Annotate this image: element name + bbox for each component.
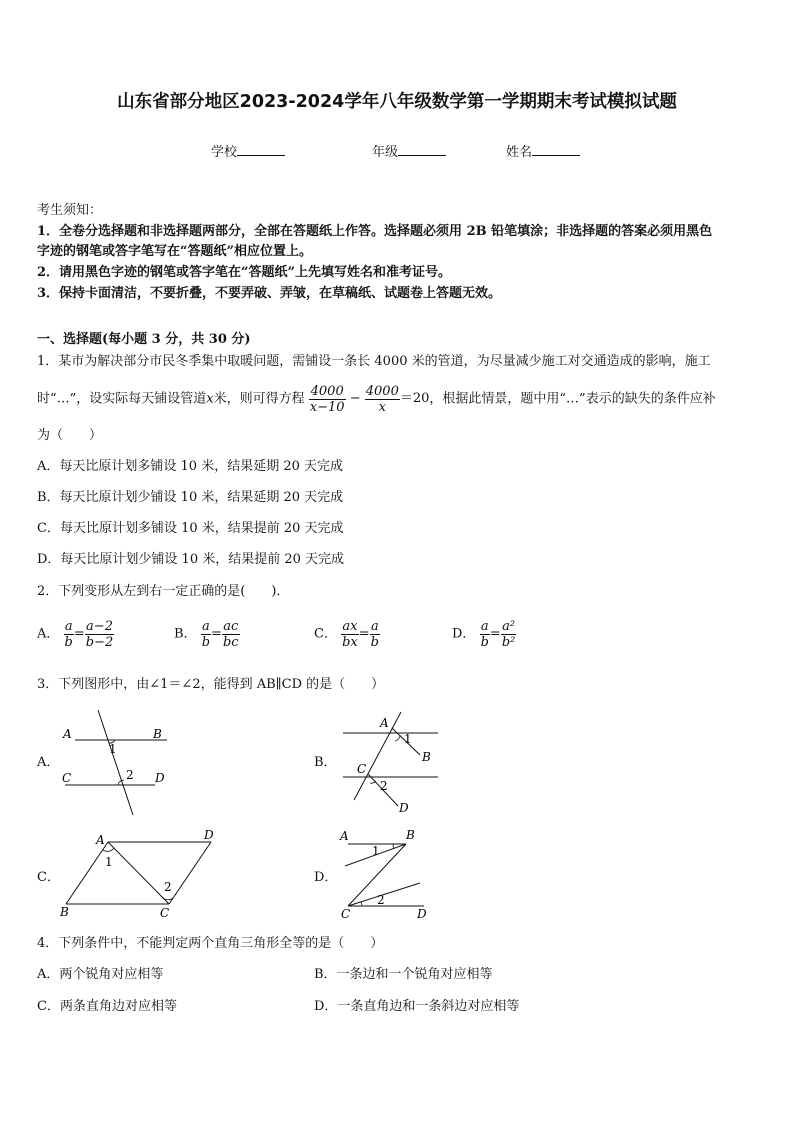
grade-field[interactable] — [372, 141, 446, 160]
equals-sign: = — [211, 626, 222, 642]
q2-d-left — [480, 619, 490, 650]
point-label: D — [155, 771, 165, 785]
frac-den: b — [64, 635, 73, 650]
angle-label: 2 — [380, 779, 388, 793]
angle-label: 1 — [404, 732, 412, 746]
angle-arc — [103, 848, 114, 851]
q2-option-b[interactable] — [174, 619, 240, 650]
frac-den: bc — [222, 635, 239, 650]
q2-a-left — [64, 619, 74, 650]
frac-den: b — [370, 635, 379, 650]
school-label: 学校 — [211, 145, 238, 160]
q2-c-left — [341, 619, 359, 650]
name-label: 姓名 — [506, 145, 533, 160]
equals-sign: = — [489, 626, 501, 642]
q4-option-a[interactable]: A．两个锐角对应相等 — [37, 967, 164, 982]
angle-label: 1 — [105, 855, 113, 869]
q1-text-b: 米，则可得方程 — [213, 391, 305, 407]
grade-blank[interactable] — [398, 143, 446, 156]
point-label: A — [380, 716, 389, 730]
frac-num: ax — [342, 619, 358, 634]
q3-a-label[interactable]: A． — [37, 755, 60, 770]
frac-num: a² — [502, 619, 516, 634]
notice-line-1b: 字迹的钢笔或答字笔写在“答题纸”相应位置上。 — [37, 244, 312, 259]
q1-frac1-den: x−10 — [309, 399, 345, 415]
q2-a-label: A． — [37, 626, 60, 642]
q2-d-label: D． — [452, 626, 476, 642]
angle-label: 2 — [126, 768, 134, 782]
notice-heading: 考生须知： — [37, 203, 103, 218]
q2-stem: 2．下列变形从左到右一定正确的是( )． — [37, 584, 290, 599]
q1-equals: ＝20 — [399, 391, 430, 406]
point-label: B — [153, 727, 162, 741]
point-label: D — [417, 907, 427, 921]
q1-fraction-2 — [365, 384, 400, 415]
q3-b-label[interactable]: B． — [314, 755, 337, 770]
q1-line-2 — [37, 380, 716, 419]
school-field[interactable] — [211, 141, 285, 160]
equals-sign: = — [73, 626, 85, 642]
transversal-line — [354, 712, 401, 800]
frac-num: a — [201, 619, 210, 634]
q4-option-d[interactable]: D．一条直角边和一条斜边对应相等 — [314, 999, 520, 1014]
q1-option-d[interactable]: D．每天比原计划少铺设 10 米，结果提前 20 天完成 — [37, 552, 345, 567]
q1-frac2-num: 4000 — [365, 383, 399, 399]
equals-sign: = — [358, 626, 370, 642]
q1-frac1-num: 4000 — [310, 383, 344, 399]
angle-arc — [361, 902, 362, 906]
grade-label: 年级 — [372, 145, 399, 160]
notice-line-2: 2．请用黑色字迹的钢笔或答字笔在“答题纸”上先填写姓名和准考证号。 — [37, 265, 452, 280]
point-label: C — [160, 906, 170, 920]
frac-den: b — [480, 635, 489, 650]
angle-label: 1 — [109, 742, 117, 756]
q3-c-label[interactable]: C． — [37, 870, 60, 885]
q1-var-x: x — [206, 391, 214, 407]
q4-option-c[interactable]: C．两条直角边对应相等 — [37, 999, 177, 1014]
point-label: D — [399, 801, 409, 815]
transversal-line — [98, 710, 133, 815]
diagonal-ac — [108, 842, 169, 904]
q3-figure-b — [338, 710, 442, 818]
frac-num: a — [480, 619, 489, 634]
q3-figure-a — [55, 705, 175, 817]
q4-option-b[interactable]: B．一条边和一个锐角对应相等 — [314, 967, 493, 982]
q2-d-right — [501, 619, 517, 650]
frac-num: a−2 — [86, 619, 113, 634]
q1-minus: − — [349, 391, 361, 406]
point-label: C — [357, 762, 367, 776]
q1-frac2-den: x — [378, 399, 386, 415]
frac-den: b−2 — [85, 635, 114, 650]
point-label: B — [422, 750, 431, 764]
q3-d-label[interactable]: D． — [314, 870, 338, 885]
point-label: A — [96, 833, 105, 847]
side-ab — [66, 842, 108, 904]
section-heading: 一、选择题(每小题 3 分，共 30 分) — [37, 332, 251, 347]
angle-label: 2 — [377, 893, 385, 907]
point-label: A — [340, 829, 349, 843]
q2-option-d[interactable] — [452, 619, 516, 650]
q2-c-right — [370, 619, 380, 650]
notice-line-3: 3．保持卡面清洁，不要折叠，不要弄破、弄皱，在草稿纸、试题卷上答题无效。 — [37, 286, 502, 301]
frac-den: bx — [342, 635, 358, 650]
q1-option-b[interactable]: B．每天比原计划少铺设 10 米，结果延期 20 天完成 — [37, 490, 344, 505]
notice-line-1: 1．全卷分选择题和非选择题两部分，全部在答题纸上作答。选择题必须用 2B 铅笔填涂；非选择题的答案必须用黑色 — [37, 224, 713, 239]
frac-num: a — [64, 619, 73, 634]
frac-num: a — [370, 619, 379, 634]
angle-label: 2 — [164, 880, 172, 894]
q1-fraction-1 — [309, 384, 346, 415]
q1-text-a: 时“…”，设实际每天铺设管道 — [37, 391, 207, 407]
angle-arc — [395, 735, 400, 741]
q2-b-right — [222, 619, 240, 650]
q1-option-c[interactable]: C．每天比原计划多铺设 10 米，结果提前 20 天完成 — [37, 521, 344, 536]
q2-b-label: B． — [174, 626, 197, 642]
frac-den: b² — [501, 635, 516, 650]
q2-option-a[interactable] — [37, 619, 114, 650]
point-label: A — [63, 727, 72, 741]
q2-a-right — [85, 619, 115, 650]
angle-label: 1 — [372, 844, 380, 858]
q2-c-label: C． — [314, 626, 337, 642]
q1-text-c: ，根据此情景，题中用“…”表示的缺失的条件应补 — [429, 391, 716, 407]
angle-arc — [162, 897, 173, 900]
frac-num: ac — [223, 619, 239, 634]
q3-figure-c — [58, 828, 220, 920]
school-blank[interactable] — [237, 143, 285, 156]
name-blank[interactable] — [532, 143, 580, 156]
name-field[interactable] — [506, 141, 580, 160]
point-label: B — [406, 828, 415, 842]
point-label: B — [60, 905, 69, 919]
point-label: D — [204, 828, 214, 842]
frac-den: b — [201, 635, 211, 650]
q3-figure-d — [338, 826, 438, 922]
page-title: 山东省部分地区2023-2024学年八年级数学第一学期期末考试模拟试题 — [117, 92, 677, 112]
point-label: C — [62, 771, 72, 785]
q1-option-a[interactable]: A．每天比原计划多铺设 10 米，结果延期 20 天完成 — [37, 459, 344, 474]
q3-stem: 3．下列图形中，由∠1＝∠2，能得到 AB∥CD 的是（ ） — [37, 677, 385, 692]
point-label: C — [341, 907, 351, 921]
q1-line-1: 1．某市为解决部分市民冬季集中取暖问题，需铺设一条长 4000 米的管道，为尽量减少施工对交通造成的影响，施工 — [37, 354, 711, 369]
q2-option-c[interactable] — [314, 619, 380, 650]
q2-b-left — [201, 619, 211, 650]
side-dc — [169, 842, 211, 904]
q4-stem: 4．下列条件中，不能判定两个直角三角形全等的是（ ） — [37, 936, 384, 951]
q1-line-3: 为（ ） — [37, 428, 103, 443]
